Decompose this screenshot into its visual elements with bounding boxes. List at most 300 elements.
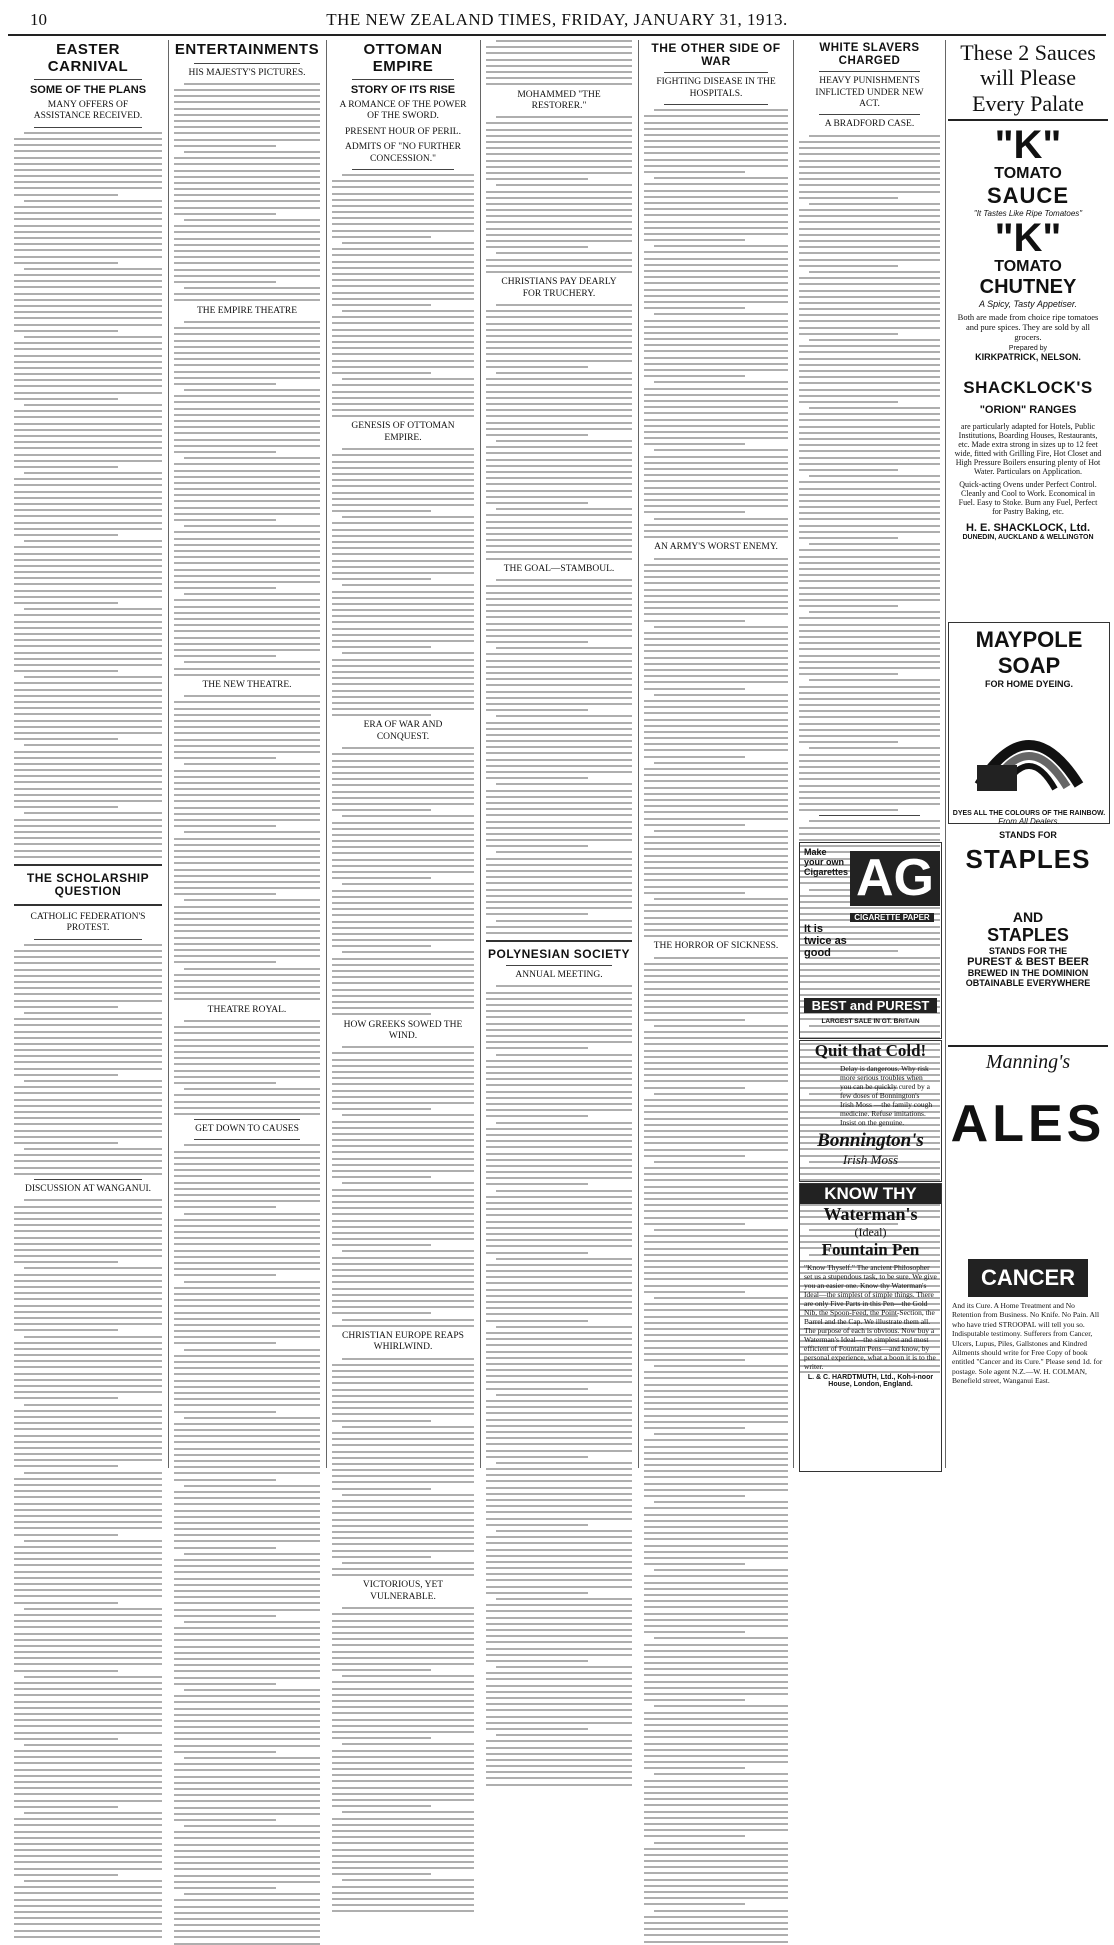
text-line [174, 770, 320, 772]
text-line [654, 1161, 788, 1163]
brand-k: "K" [994, 215, 1062, 260]
text-line [486, 684, 632, 686]
text-line [486, 1759, 632, 1761]
divider [819, 815, 920, 816]
text-line [486, 1499, 632, 1501]
text-line [174, 813, 320, 815]
text-line [799, 549, 940, 551]
text-line [14, 1843, 162, 1845]
brand-sub: Irish Moss [842, 1152, 899, 1167]
text-line [14, 1441, 162, 1443]
text-line [332, 1750, 474, 1752]
text-line [486, 1221, 632, 1223]
text-line [644, 1322, 788, 1324]
text-line [174, 176, 320, 178]
text-line [644, 456, 788, 458]
text-line [486, 477, 632, 479]
text-line [486, 1245, 632, 1247]
text-line [486, 1010, 632, 1012]
text-line [14, 1092, 162, 1094]
brand-sub: (Ideal) [854, 1225, 887, 1239]
product-name: CHUTNEY [979, 275, 1077, 298]
text-line [799, 710, 940, 712]
text-line [486, 1685, 632, 1687]
text-line [174, 207, 320, 209]
text-line [486, 1183, 588, 1185]
text-line [332, 553, 474, 555]
text-line [14, 1323, 162, 1325]
text-line [14, 317, 162, 319]
text-line [644, 929, 788, 931]
body-text [332, 448, 474, 716]
text-line [644, 1309, 788, 1311]
text-line [14, 528, 162, 530]
text-line [24, 744, 162, 746]
text-line [799, 531, 940, 533]
text-line [799, 444, 940, 446]
text-line [14, 1534, 118, 1536]
text-line [644, 879, 788, 881]
text-line [486, 1171, 632, 1173]
divider [194, 1139, 300, 1140]
text-line [332, 1170, 474, 1172]
text-line [332, 846, 474, 848]
text-line [644, 1186, 788, 1188]
text-line [644, 115, 788, 117]
text-line [332, 778, 474, 780]
text-line [332, 1195, 474, 1197]
text-line [174, 1565, 320, 1567]
text-line [644, 576, 788, 578]
divider [664, 72, 768, 73]
text-line [799, 351, 940, 353]
maypole-illustration [969, 695, 1089, 805]
text-line [486, 1722, 632, 1724]
text-line [14, 633, 162, 635]
text-line [644, 892, 745, 894]
ad-line: AND [1012, 909, 1044, 925]
text-line [654, 1025, 788, 1027]
text-line [174, 395, 320, 397]
text-line [332, 1121, 474, 1123]
text-line [644, 394, 788, 396]
text-line [486, 882, 632, 884]
text-line [486, 514, 632, 516]
text-line [486, 122, 632, 124]
text-line [14, 1911, 162, 1913]
text-line [644, 1619, 788, 1621]
text-line [486, 465, 632, 467]
text-line [486, 635, 632, 637]
text-line [332, 1288, 474, 1290]
text-line [174, 751, 320, 753]
text-line [174, 1206, 276, 1208]
text-line [14, 460, 162, 462]
text-line [332, 535, 474, 537]
text-line [14, 1154, 162, 1156]
text-line [486, 341, 632, 343]
text-line [644, 326, 788, 328]
text-line [174, 1782, 320, 1784]
text-line [799, 457, 940, 459]
text-line [174, 1392, 320, 1394]
text-line [644, 196, 788, 198]
text-line [342, 1046, 474, 1048]
text-line [14, 342, 162, 344]
text-line [486, 1078, 632, 1080]
text-line [332, 1413, 474, 1415]
text-line [174, 1559, 320, 1561]
text-line [644, 663, 788, 665]
text-line [644, 1489, 788, 1491]
text-line [14, 163, 162, 165]
text-line [332, 572, 474, 574]
text-line [644, 1786, 788, 1788]
text-line [14, 726, 162, 728]
text-line [799, 741, 898, 743]
brand-k: "K" [994, 122, 1062, 167]
brand-name: AG [850, 851, 940, 906]
text-line [332, 261, 474, 263]
text-line [174, 924, 320, 926]
text-line [14, 1775, 162, 1777]
text-line [486, 895, 632, 897]
text-line [644, 969, 788, 971]
text-line [332, 1257, 474, 1259]
text-line [14, 627, 162, 629]
product-name: ALES [950, 1095, 1106, 1153]
text-line [644, 208, 788, 210]
text-line [644, 1514, 788, 1516]
text-line [174, 1231, 320, 1233]
text-line [332, 1669, 431, 1671]
text-line [14, 1725, 162, 1727]
text-line [174, 1800, 320, 1802]
ad-body: "Know Thyself." The ancient Philosopher set us a stupendous task, to be sure. We give you an easier one. Know thy Waterman's Ideal—the simplest of simple things. There are only Five Parts in this Pen—the Gold Nib, the Spoon-Feed, the Point-Section, the Barrel and the Cap. We illustrate them all. The purpose of each is obvious. Now buy a Waterman's Ideal—the simplest and most efficient of Fountain Pens—and know, by personal experience, what a boon it is to the writer. [804, 1263, 937, 1371]
text-line [14, 1793, 162, 1795]
text-line [644, 1792, 788, 1794]
text-line [174, 887, 320, 889]
text-line [799, 147, 940, 149]
text-line [332, 341, 474, 343]
text-line [486, 1165, 632, 1167]
text-line [486, 446, 632, 448]
text-line [644, 873, 788, 875]
text-line [644, 1347, 788, 1349]
text-line [654, 626, 788, 628]
text-line [174, 1639, 320, 1641]
text-line [332, 1071, 474, 1073]
text-line [174, 1411, 276, 1413]
divider [34, 127, 142, 128]
divider [352, 169, 454, 170]
text-line [174, 1633, 320, 1635]
text-line [644, 1575, 788, 1577]
text-line [486, 384, 632, 386]
text-line [14, 1694, 162, 1696]
subheading: MOHAMMED "THE RESTORER." [517, 89, 601, 111]
text-line [332, 603, 474, 605]
text-line [644, 1656, 788, 1658]
text-line [174, 299, 320, 301]
ad-maker: L. & C. HARDTMUTH, Ltd., Koh-i-noor House, London, England. [807, 1374, 934, 1388]
text-line [332, 1232, 474, 1234]
text-line [332, 254, 474, 256]
text-line [332, 353, 474, 355]
text-line [174, 556, 320, 558]
text-line [486, 52, 632, 54]
body-text [332, 747, 474, 1015]
text-line [654, 1501, 788, 1503]
subheading: THE NEW THEATRE. [202, 679, 292, 690]
maypole-ad [948, 622, 1110, 824]
text-line [332, 1001, 474, 1003]
text-line [486, 527, 632, 529]
text-line [486, 483, 632, 485]
text-line [14, 559, 162, 561]
text-line [799, 630, 940, 632]
text-line [644, 975, 788, 977]
subheading: SOME OF THE PLANS [29, 84, 147, 96]
text-line [486, 1716, 632, 1718]
text-line [174, 1831, 320, 1833]
text-line [342, 883, 474, 885]
text-line [14, 664, 162, 666]
text-line [644, 505, 788, 507]
text-line [486, 1146, 632, 1148]
text-line [486, 234, 632, 236]
text-line [24, 540, 162, 542]
text-line [486, 1270, 632, 1272]
text-line [644, 1291, 745, 1293]
text-line [799, 327, 940, 329]
text-line [799, 518, 940, 520]
text-line [486, 1103, 632, 1105]
text-line [644, 1248, 788, 1250]
text-line [174, 850, 320, 852]
text-line [799, 500, 940, 502]
ad-line: STANDS FOR [999, 830, 1057, 840]
text-line [486, 1140, 632, 1142]
text-line [496, 1598, 632, 1600]
text-line [174, 1862, 320, 1864]
text-line [644, 221, 788, 223]
text-line [174, 250, 320, 252]
text-line [174, 281, 276, 283]
product-name: SAUCE [986, 182, 1069, 208]
body-text [174, 695, 320, 1000]
text-line [174, 1720, 320, 1722]
text-line [174, 1522, 320, 1524]
text-line [174, 89, 320, 91]
text-line [14, 1000, 162, 1002]
text-line [486, 1084, 632, 1086]
text-line [14, 1577, 162, 1579]
divider [34, 79, 142, 80]
text-line [644, 1254, 788, 1256]
text-line [14, 751, 162, 753]
text-line [14, 695, 162, 697]
text-line [644, 1854, 788, 1856]
text-line [644, 1823, 788, 1825]
text-line [332, 696, 474, 698]
text-line [332, 597, 474, 599]
text-line [14, 348, 162, 350]
text-line [14, 181, 162, 183]
text-line [14, 237, 162, 239]
text-line [174, 120, 320, 122]
text-line [486, 83, 632, 85]
text-line [332, 1059, 474, 1061]
text-line [644, 768, 788, 770]
text-line [486, 660, 632, 662]
text-line [486, 135, 632, 137]
text-line [486, 1747, 632, 1749]
text-line [644, 700, 788, 702]
text-line [644, 1359, 745, 1361]
text-line [486, 1511, 632, 1513]
text-line [332, 1512, 474, 1514]
text-line [486, 428, 632, 430]
text-line [644, 774, 788, 776]
text-line [486, 623, 632, 625]
body-text [486, 304, 632, 560]
text-line [644, 1718, 788, 1720]
text-line [14, 1552, 162, 1554]
text-line [174, 1658, 320, 1660]
text-line [799, 333, 898, 335]
product-name: TOMATO [994, 164, 1062, 182]
text-line [14, 639, 162, 641]
text-line [486, 722, 632, 724]
text-line [174, 869, 320, 871]
text-line [174, 1856, 320, 1858]
text-line [644, 1699, 745, 1701]
text-line [799, 686, 940, 688]
ad-cities: DUNEDIN, AUCKLAND & WELLINGTON [962, 534, 1094, 541]
text-line [644, 251, 788, 253]
text-line [332, 1657, 474, 1659]
text-line [644, 1798, 788, 1800]
text-line [14, 330, 118, 332]
text-line [174, 1751, 276, 1753]
text-line [644, 1811, 788, 1813]
text-line [332, 510, 431, 512]
text-line [644, 675, 788, 677]
text-line [174, 1664, 320, 1666]
brand-name: STAPLES [965, 844, 1091, 874]
text-line [14, 280, 162, 282]
body-text [174, 1144, 320, 1944]
text-line [799, 401, 898, 403]
text-line [174, 1472, 320, 1474]
text-line [332, 1774, 474, 1776]
text-line [644, 276, 788, 278]
text-line [14, 1142, 118, 1144]
text-line [644, 1136, 788, 1138]
text-line [332, 933, 474, 935]
text-line [644, 1674, 788, 1676]
text-line [174, 244, 320, 246]
text-line [174, 856, 320, 858]
divider [14, 904, 162, 906]
text-line [644, 1328, 788, 1330]
text-line [14, 1160, 162, 1162]
column-rule [168, 40, 169, 1468]
text-line [644, 524, 788, 526]
text-line [332, 1158, 474, 1160]
text-line [14, 1701, 162, 1703]
text-line [496, 1258, 632, 1260]
text-line [644, 994, 788, 996]
text-line [799, 624, 940, 626]
text-line [174, 531, 320, 533]
text-line [799, 698, 940, 700]
text-line [14, 975, 162, 977]
text-line [644, 1872, 788, 1874]
text-line [14, 1311, 162, 1313]
text-line [486, 1153, 632, 1155]
text-line [332, 976, 474, 978]
text-line [14, 1837, 162, 1839]
text-line [332, 1407, 474, 1409]
body-text [486, 579, 632, 934]
divider [819, 114, 920, 115]
text-line [14, 1105, 162, 1107]
text-line [14, 1936, 162, 1938]
text-line [14, 1546, 162, 1548]
page-number: 10 [30, 10, 47, 29]
text-line [174, 668, 320, 670]
text-line [644, 1495, 745, 1497]
text-line [174, 1380, 320, 1382]
text-line [14, 962, 162, 964]
text-line [174, 439, 320, 441]
text-line [486, 1134, 632, 1136]
text-line [24, 1472, 162, 1474]
text-line [174, 1429, 320, 1431]
text-line [486, 926, 632, 928]
text-line [644, 1545, 788, 1547]
text-line [486, 545, 632, 547]
text-line [799, 191, 940, 193]
text-line [14, 1255, 162, 1257]
text-line [654, 694, 788, 696]
text-line [332, 1469, 474, 1471]
text-line [332, 1164, 474, 1166]
text-line [332, 1238, 474, 1240]
text-line [799, 556, 940, 558]
text-line [174, 930, 320, 932]
text-line [799, 785, 940, 787]
text-line [644, 1285, 788, 1287]
text-line [14, 658, 162, 660]
text-line [14, 1329, 118, 1331]
text-line [332, 267, 474, 269]
ad-prepared: Prepared by [1008, 344, 1048, 352]
text-line [174, 1807, 320, 1809]
text-line [342, 1114, 474, 1116]
text-line [14, 416, 162, 418]
body-text [14, 132, 162, 858]
text-line [799, 438, 940, 440]
text-line [24, 1080, 162, 1082]
text-line [174, 708, 320, 710]
text-line [174, 599, 320, 601]
text-line [644, 258, 788, 260]
text-line [14, 596, 162, 598]
text-line [14, 392, 162, 394]
